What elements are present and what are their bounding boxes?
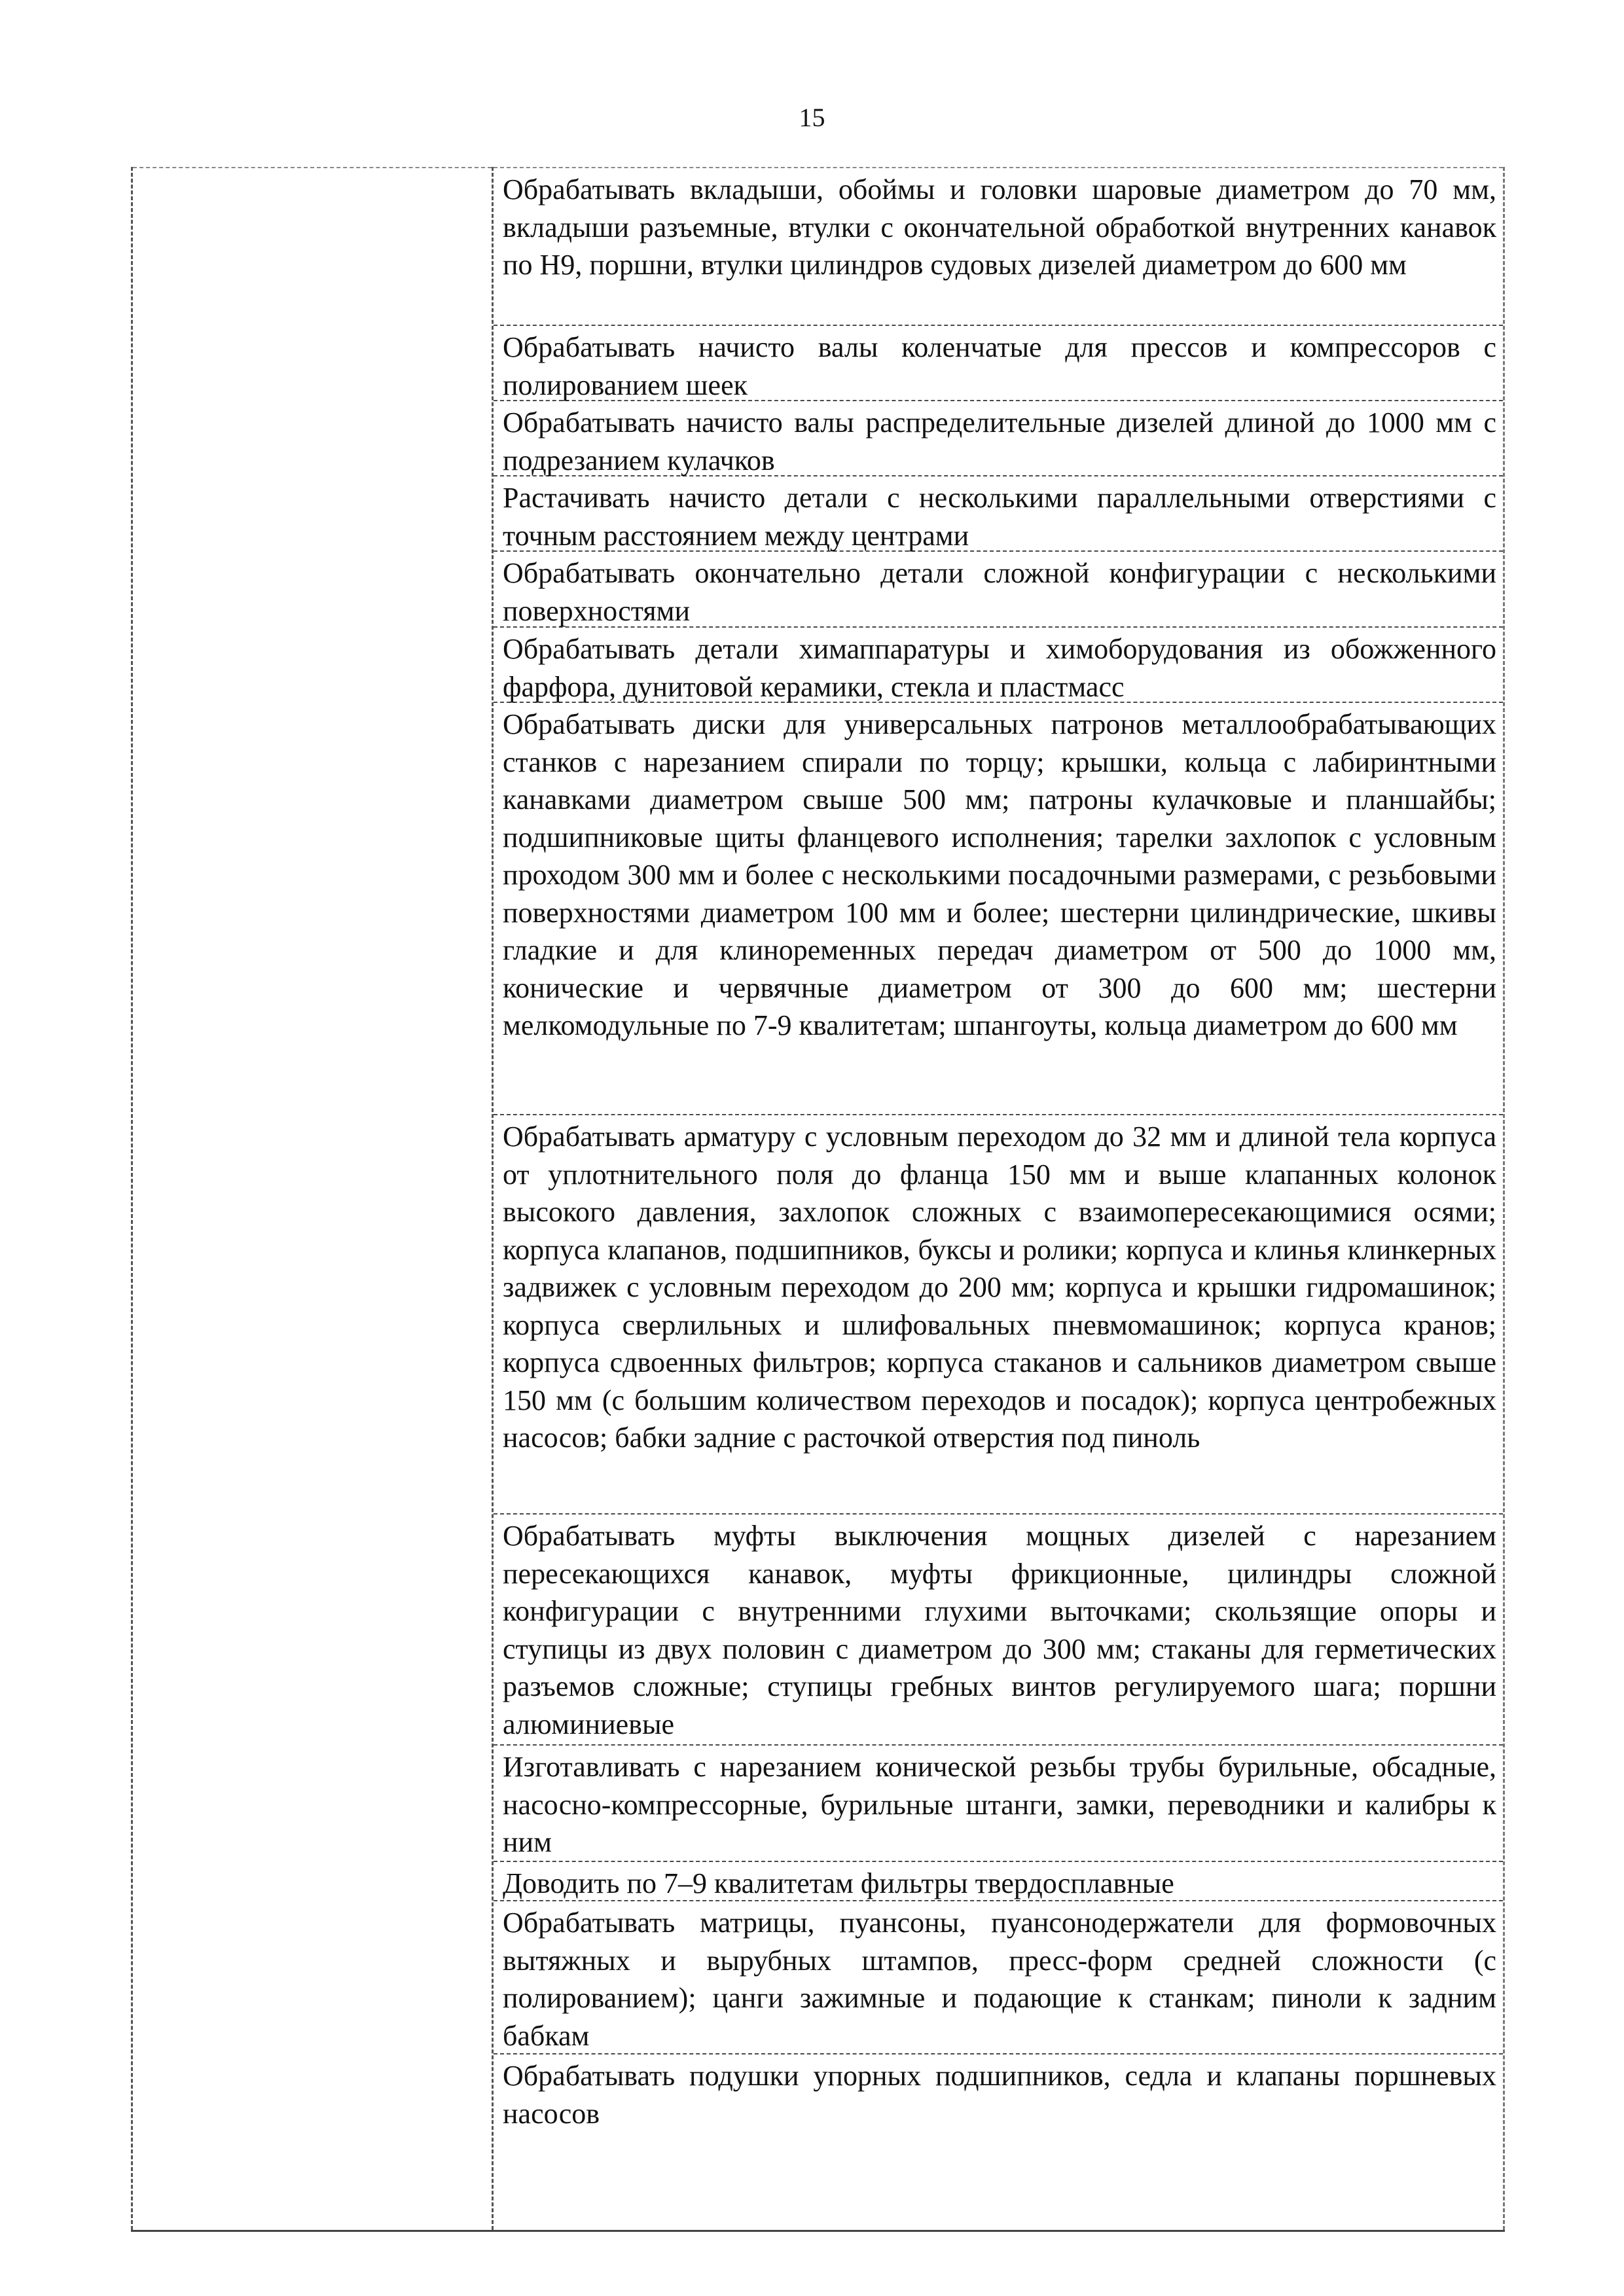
table-row: Обрабатывать начисто валы коленчатые для прессов и компрессоров с полированием шеек: [494, 326, 1503, 401]
table-row: Обрабатывать диски для универсальных патронов металлообрабатывающих станков с нарезанием спирали по торцу; крышки, кольца с лабиринтными канавками диаметром свыше 500 мм; патроны кулачковые и планшайбы; подшипниковые щиты фланцевого исполнения; тарелки захлопок с условным проходом 300 мм и более с несколькими посадочными размерами, с резьбовыми поверхностями диаметром 100 мм и более; шестерни цилиндрические, шкивы гладкие и для клиноременных передач диаметром от 500 до 1000 мм, конические и червячные диаметром от 300 до 600 мм; шестерни мелкомодульные по 7-9 квалитетам; шпангоуты, кольца диаметром до 600 мм: [494, 703, 1503, 1115]
table-row: Обрабатывать детали химаппаратуры и химоборудования из обожженного фарфора, дунитовой керамики, стекла и пластмасс: [494, 628, 1503, 703]
table-row: Обрабатывать арматуру с условным переходом до 32 мм и длиной тела корпуса от уплотнительного поля до фланца 150 мм и выше клапанных колонок высокого давления, захлопок сложных с взаимопересекающимися осями; корпуса клапанов, подшипников, буксы и ролики; корпуса и клинья клинкерных задвижек с условным переходом до 200 мм; корпуса и крышки гидромашинок; корпуса сверлильных и шлифовальных пневмомашинок; корпуса кранов; корпуса сдвоенных фильтров; корпуса стаканов и сальников диаметром свыше 150 мм (с большим количеством переходов и посадок); корпуса центробежных насосов; бабки задние с расточкой отверстия под пиноль: [494, 1115, 1503, 1515]
table-row: Обрабатывать матрицы, пуансоны, пуансонодержатели для формовочных вытяжных и вырубных штампов, пресс-форм средней сложности (с полированием); цанги зажимные и подающие к станкам; пиноли к задним бабкам: [494, 1901, 1503, 2054]
work-table: [131, 167, 1505, 2232]
table-row: Обрабатывать муфты выключения мощных дизелей с нарезанием пересекающихся канавок, муфты фрикционные, цилиндры сложной конфигурации с внутренними глухими выточками; скользящие опоры и ступицы из двух половин с диаметром до 300 мм; стаканы для герметических разъемов сложные; ступицы гребных винтов регулируемого шага; поршни алюминиевые: [494, 1515, 1503, 1746]
table-row: Обрабатывать вкладыши, обоймы и головки шаровые диаметром до 70 мм, вкладыши разъемные, втулки с окончательной обработкой внутренних канавок по Н9, поршни, втулки цилиндров судовых дизелей диаметром до 600 мм: [494, 168, 1503, 326]
table-row: Доводить по 7–9 квалитетам фильтры твердосплавные: [494, 1862, 1503, 1901]
table-row: Растачивать начисто детали с несколькими параллельными отверстиями с точным расстоянием между центрами: [494, 476, 1503, 552]
table-row: Обрабатывать подушки упорных подшипников, седла и клапаны поршневых насосов: [503, 2060, 1496, 2130]
table-left-column: [132, 168, 493, 2231]
table-right-column: [493, 168, 1504, 2231]
page-number: 15: [799, 103, 825, 132]
table-row: Обрабатывать окончательно детали сложной конфигурации с несколькими поверхностями: [494, 552, 1503, 628]
table-row: Обрабатывать начисто валы распределительные дизелей длиной до 1000 мм с подрезанием кулачков: [494, 401, 1503, 476]
table-row: Изготавливать с нарезанием конической резьбы трубы бурильные, обсадные, насосно-компрессорные, бурильные штанги, замки, переводники и калибры к ним: [494, 1746, 1503, 1862]
